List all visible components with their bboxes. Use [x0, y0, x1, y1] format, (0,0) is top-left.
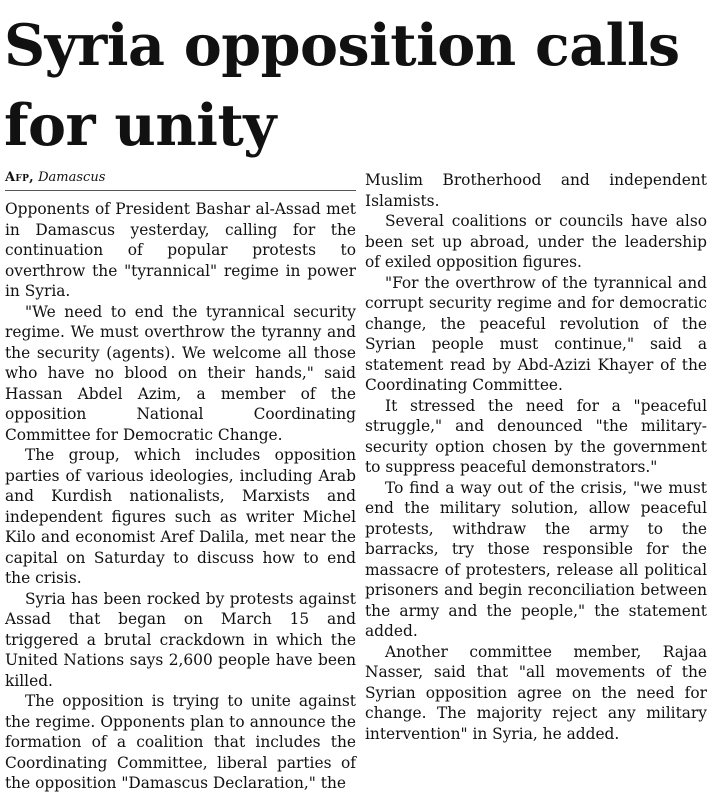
headline-line-2: for unity	[4, 92, 276, 159]
paragraph: Opponents of President Bashar al-Assad met in Damascus yesterday, calling for the continuation of popular protests to overthrow the "tyrannical" regime in power in Syria.	[5, 200, 356, 300]
paragraph: Another committee member, Rajaa Nasser, said that "all movements of the Syrian opposition agree on the need for change. The majority reject any military intervention" in Syria, he added.	[365, 642, 707, 743]
byline	[5, 170, 356, 191]
byline-agency: Afp,	[5, 170, 34, 185]
headline-line-1: Syria opposition calls	[4, 12, 680, 79]
paragraph: "We need to end the tyrannical security regime. We must overthrow the tyranny and the security (agents). We welcome all those who have no blood on their hands," said Hassan Abdel Azim, a member of the opposition National Coordinating Committee for Democratic Change.	[5, 302, 356, 444]
headline	[4, 6, 716, 166]
paragraph: To find a way out of the crisis, "we must end the military solution, allow peaceful protests, withdraw the army to the barracks, try those responsible for the massacre of protesters, release all political prisoners and begin reconciliation between the army and the people," the statement added.	[365, 478, 707, 640]
paragraph: Several coalitions or councils have also been set up abroad, under the leadership of exiled opposition figures.	[365, 212, 707, 271]
paragraph: Muslim Brotherhood and independent Islamists.	[365, 171, 707, 210]
article-column-left	[5, 170, 356, 794]
paragraph: The group, which includes opposition parties of various ideologies, including Arab and Kurdish nationalists, Marxists and independent figures such as writer Michel Kilo and economist Aref Dalila, met near the capital on Saturday to discuss how to end the crisis.	[5, 446, 356, 587]
paragraph: The opposition is trying to unite against the regime. Opponents plan to announce the formation of a coalition that includes the Coordinating Committee, liberal parties of the opposition "Damascus Declaration," the	[5, 692, 356, 792]
paragraph: It stressed the need for a "peaceful struggle," and denounced "the military-security option chosen by the government to suppress peaceful demonstrators."	[365, 396, 707, 476]
byline-place: Damascus	[38, 170, 106, 185]
article-column-right	[365, 170, 707, 744]
paragraph: Syria has been rocked by protests against Assad that began on March 15 and triggered a brutal crackdown in which the United Nations says 2,600 people have been killed.	[5, 589, 356, 690]
paragraph: "For the overthrow of the tyrannical and corrupt security regime and for democratic change, the peaceful revolution of the Syrian people must continue," said a statement read by Abd-Azizi Khayer of the Coordinating Committee.	[365, 273, 707, 394]
